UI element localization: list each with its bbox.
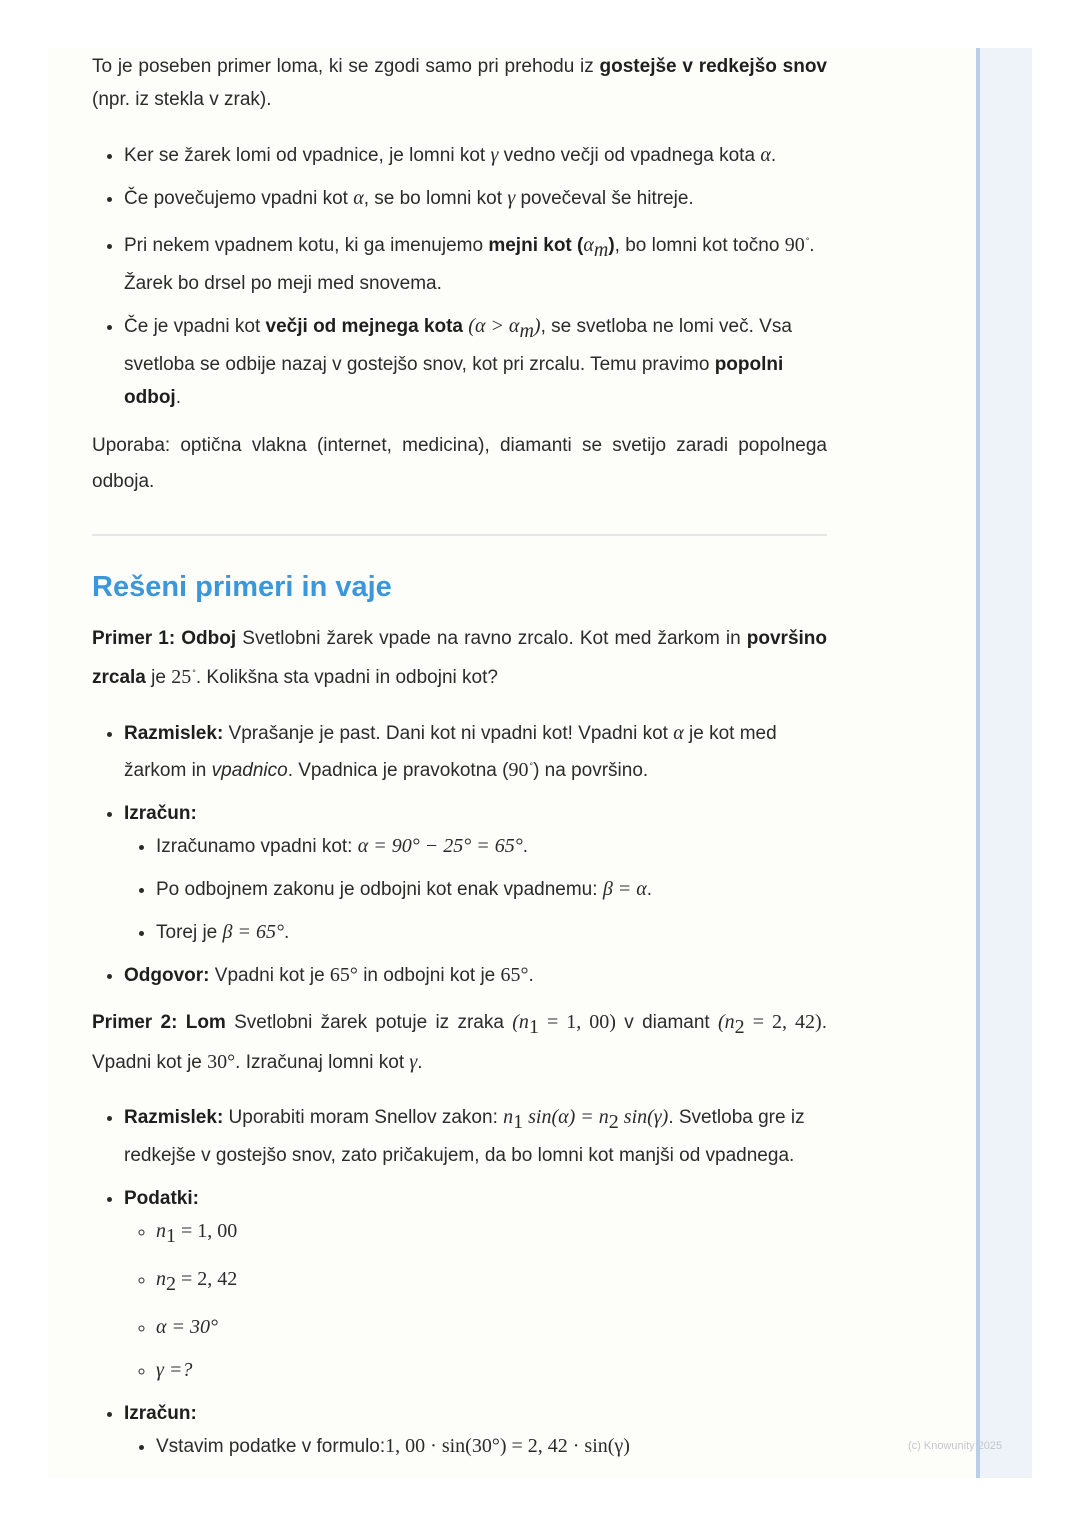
list-item: • Po odbojnem zakonu je odbojni kot enak vpadnemu: β = α. <box>156 873 827 906</box>
calculation-sublist <box>124 1430 827 1463</box>
list-item: ◦ $n_1 = 1$, 00 <box>156 1215 827 1253</box>
list-item: • Izračun: • Izračunamo vpadni kot: α = 90° − 25° = 65°. • Po odbojnem zakonu je odbojni kot enak vpadnemu: β = α. • Torej je β = 65°. <box>124 797 827 949</box>
list-item: • Odgovor: Vpadni kot je 65° in odbojni kot je 65°. <box>124 959 827 992</box>
list-item: • Izračun: • Vstavim podatke v formulo:1, 00 · sin(30°) = 2, 42 · sin(γ) <box>124 1397 827 1463</box>
list-item: ◦ $n_2 = 2$, 42 <box>156 1263 827 1301</box>
list-item: • Vstavim podatke v formulo:1, 00 · sin(30°) = 2, 42 · sin(γ) <box>156 1430 827 1463</box>
calculation-sublist <box>124 830 827 949</box>
total-reflection-list <box>92 139 827 414</box>
list-item: • Izračunamo vpadni kot: α = 90° − 25° = 65°. <box>156 830 827 863</box>
example-1-statement: Primer 1: Odboj Svetlobni žarek vpade na ravno zrcalo. Kot med žarkom in površino zrcala je 25°. Kolikšna sta vpadni in odbojni kot? <box>92 627 828 688</box>
copyright-footer: (c) Knowunity 2025 <box>908 1440 1003 1452</box>
list-item: • Če povečujemo vpadni kot α, se bo lomni kot γ povečeval še hitreje. <box>124 182 827 215</box>
intro-bold: gostejše v redkejšo snov <box>599 56 827 77</box>
list-item: ◦ γ =? <box>156 1354 827 1387</box>
given-data-sublist <box>124 1215 827 1387</box>
section-heading: Rešeni primeri in vaje <box>92 570 392 603</box>
example-2-statement: Primer 2: Lom Svetlobni žarek potuje iz zraka ($n_1 = 1$, 00) v diamant ($n_2 = 2$, 42). Vpadni kot je 30°. Izračunaj lomni kot γ. <box>92 1010 827 1074</box>
document-content <box>92 50 827 1473</box>
list-item: • Če je vpadni kot večji od mejnega kota $(\alpha > \alpha_m)$, se svetloba ne lomi več. Vsa svetloba se odbije nazaj v gostejšo snov, kot pri zrcalu. Temu pravimo popolni odboj. <box>124 310 827 414</box>
section-divider <box>92 534 827 536</box>
usage-paragraph: Uporaba: optična vlakna (internet, medicina), diamanti se svetijo zaradi popolnega odboja. <box>92 434 827 492</box>
sidebar-border <box>976 48 980 1478</box>
right-sidebar <box>976 48 1032 1478</box>
list-item: • Ker se žarek lomi od vpadnice, je lomni kot γ vedno večji od vpadnega kota α. <box>124 139 827 172</box>
example-1-solution-list <box>92 717 827 992</box>
list-item: • Pri nekem vpadnem kotu, ki ga imenujemo mejni kot $(\alpha_m)$, bo lomni kot točno 90°. Žarek bo drsel po meji med snovema. <box>124 225 827 300</box>
list-item: • Torej je β = 65°. <box>156 916 827 949</box>
list-item: • Razmislek: Vprašanje je past. Dani kot ni vpadni kot! Vpadni kot α je kot med žarkom in vpadnico. Vpadnica je pravokotna (90°) na površino. <box>124 717 827 787</box>
list-item: • Razmislek: Uporabiti moram Snellov zakon: $n_1$ $\sin(\alpha) = n_2$ sin(γ). Svetloba gre iz redkejše v gostejšo snov, zato pričakujem, da bo lomni kot manjši od vpadnega. <box>124 1101 827 1172</box>
list-item: • Podatki: ◦ $n_1 = 1$, 00 ◦ $n_2 = 2$, 42 ◦ α = 30° ◦ γ =? <box>124 1182 827 1387</box>
example-2-solution-list <box>92 1101 827 1462</box>
intro-paragraph: To je poseben primer loma, ki se zgodi samo pri prehodu iz gostejše v redkejšo snov (npr. iz stekla v zrak). <box>92 56 827 110</box>
list-item: ◦ α = 30° <box>156 1311 827 1344</box>
